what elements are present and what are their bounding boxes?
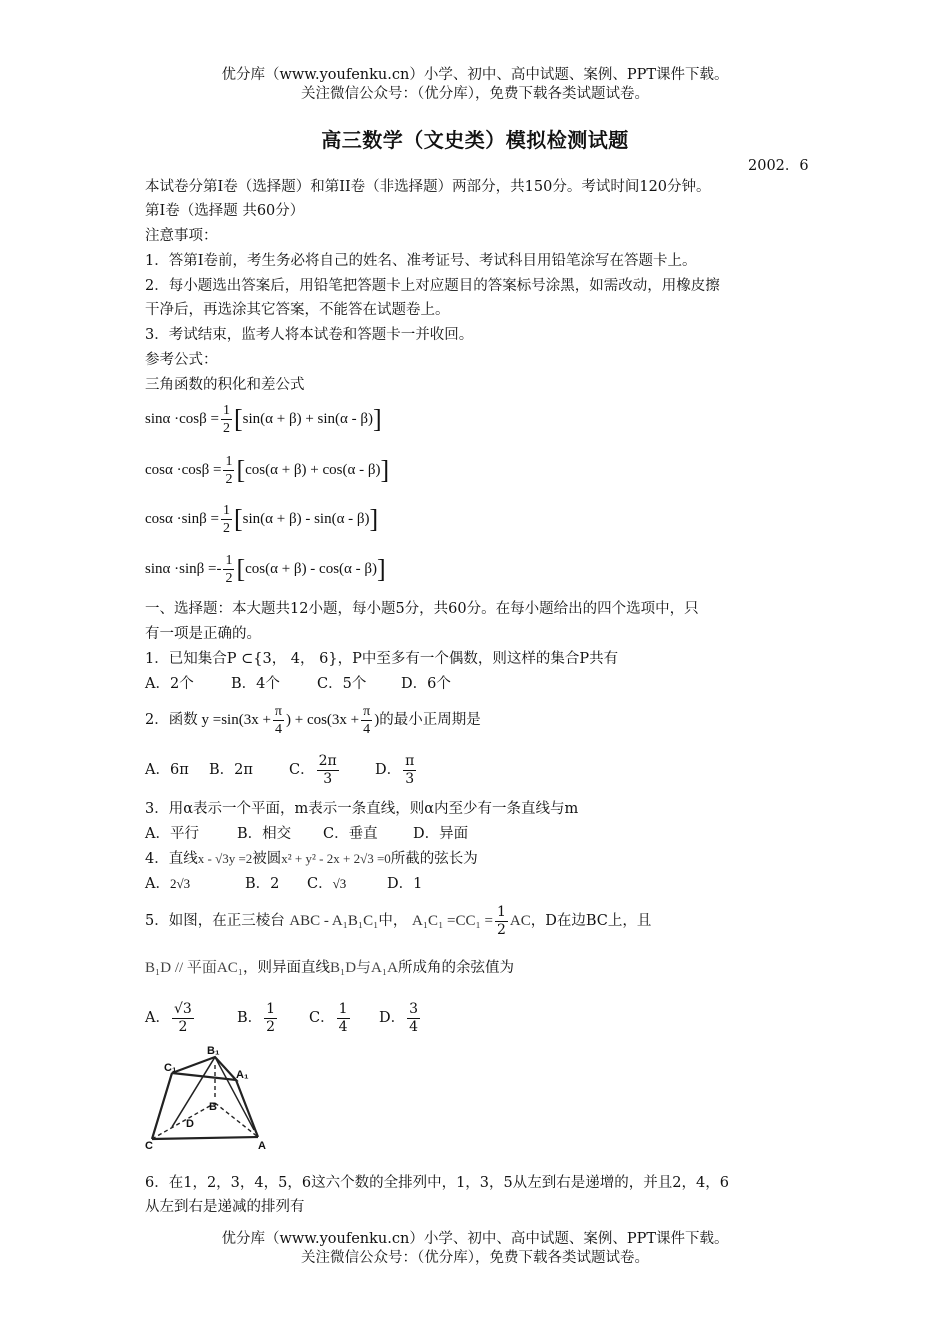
formula-1: sinα ·cosβ = $\frac{1}{2}$ [sin(α + β) + sin(α - β)] — [145, 403, 382, 436]
q1-stem: 1．已知集合P ⊂{3， 4， 6}，P中至多有一个偶数，则这样的集合P共有 — [145, 651, 619, 667]
label-c: C — [145, 1140, 153, 1152]
edge-ca — [152, 1137, 258, 1139]
part1-heading: 第I卷（选择题 共60分） — [145, 203, 305, 219]
q3-option-b: B．相交 — [237, 826, 292, 842]
q2-option-c: C． $\frac{2\pi}{3}$ — [289, 752, 337, 787]
q1-option-b: B．4个 — [231, 676, 280, 692]
q5-options — [145, 998, 810, 1038]
q5-option-b: B． $\frac{1}{2}$ — [237, 1000, 276, 1035]
q4-option-b: B．2 — [245, 876, 280, 892]
q5-stem-2: B₁D // 平面AC₁，则异面直线B₁D与A₁A所成角的余弦值为 — [145, 960, 514, 976]
label-a1: A₁ — [236, 1069, 249, 1081]
edge-aa1 — [236, 1080, 258, 1137]
q1-options — [145, 674, 810, 694]
q3-option-c: C．垂直 — [323, 826, 378, 842]
edge-cc1 — [152, 1073, 172, 1139]
section1-line-1: 一、选择题：本大题共12小题，每小题5分，共60分。在每小题给出的四个选项中，只 — [145, 601, 699, 617]
footer-line-2: 关注微信公众号：（优分库），免费下载各类试题试卷。 — [301, 1250, 649, 1266]
ref-title: 参考公式： — [145, 352, 218, 368]
q2-option-d: D． $\frac{\pi}{3}$ — [375, 752, 415, 787]
notice-1: 1．答第I卷前，考生务必将自己的姓名、准考证号、考试科目用铅笔涂写在答题卡上。 — [145, 253, 697, 269]
q4-option-a: A．2√3 — [145, 876, 191, 892]
q4-option-c: C．√3 — [307, 876, 347, 892]
q1-option-d: D．6个 — [401, 676, 451, 692]
q3-stem: 3．用α表示一个平面，m表示一条直线，则α内至少有一条直线与m — [145, 801, 579, 817]
label-d: D — [186, 1118, 194, 1130]
notice-title: 注意事项： — [145, 228, 218, 244]
edge-b1a — [215, 1057, 254, 1130]
intro-text: 本试卷分第I卷（选择题）和第II卷（非选择题）两部分，共150分。考试时间120分钟。 — [145, 179, 711, 195]
top-face — [172, 1057, 236, 1080]
q2-stem: 2．函数 y =sin(3x + $\frac{\pi}{4}$ ) + cos(3x + $\frac{\pi}{4}$ )的最小正周期是 — [145, 704, 481, 738]
q5-option-c: C． $\frac{1}{4}$ — [309, 1000, 348, 1035]
header-line-1: 优分库（www.youfenku.cn）小学、初中、高中试题、案例、PPT课件下载。 — [221, 67, 729, 83]
page-title: 高三数学（文史类）模拟检测试题 — [321, 128, 629, 152]
q5-option-a: A． $\frac{√3}{2}$ — [145, 1000, 192, 1035]
ref-subtitle: 三角函数的积化和差公式 — [145, 377, 305, 393]
edge-b1d — [172, 1057, 215, 1127]
label-b: B — [209, 1101, 217, 1113]
q3-options — [145, 824, 810, 844]
formula-3: cosα ·sinβ = $\frac{1}{2}$ [sin(α + β) - sin(α - β)] — [145, 503, 379, 536]
q6-line-1: 6．在1，2，3，4，5，6这六个数的全排列中，1，3，5从左到右是递增的，并且2，4，6 — [145, 1175, 729, 1191]
q2-option-a: A．6π — [145, 762, 189, 778]
label-c1: C₁ — [164, 1062, 177, 1074]
q4-option-d: D．1 — [387, 876, 423, 892]
q5-option-d: D． $\frac{3}{4}$ — [379, 1000, 419, 1035]
q2-option-b: B．2π — [209, 762, 253, 778]
q3-option-d: D．异面 — [413, 826, 469, 842]
exam-date: 2002．6 — [748, 158, 809, 174]
label-a: A — [258, 1140, 266, 1152]
formula-2: cosα ·cosβ = $\frac{1}{2}$ [cos(α + β) + cos(α - β)] — [145, 454, 390, 487]
q1-option-c: C．5个 — [317, 676, 367, 692]
q4-stem: 4．直线x - √3y =2被圆x² + y² - 2x + 2√3 =0所截的弦长为 — [145, 851, 478, 867]
q5-stem: 5．如图，在正三棱台 ABC - A₁B₁C₁中， A₁C₁ =CC₁ = $\frac{1}{2}$ AC，D在边BC上，且 — [145, 903, 652, 938]
formula-4: sinα ·sinβ =- $\frac{1}{2}$ [cos(α + β) - cos(α - β)] — [145, 553, 386, 586]
notice-2-cont: 干净后，再选涂其它答案，不能答在试题卷上。 — [145, 302, 450, 318]
notice-2: 2．每小题选出答案后，用铅笔把答题卡上对应题目的答案标号涂黑，如需改动，用橡皮擦 — [145, 278, 720, 294]
q2-options — [145, 750, 810, 790]
frustum-figure — [140, 1043, 275, 1153]
q3-option-a: A．平行 — [145, 826, 199, 842]
footer-line-1: 优分库（www.youfenku.cn）小学、初中、高中试题、案例、PPT课件下载。 — [221, 1231, 729, 1247]
label-b1: B₁ — [207, 1045, 220, 1057]
q6-line-2: 从左到右是递减的排列有 — [145, 1199, 305, 1215]
section1-line-2: 有一项是正确的。 — [145, 626, 261, 642]
q4-options — [145, 874, 810, 894]
q1-option-a: A．2个 — [145, 676, 194, 692]
header-line-2: 关注微信公众号：（优分库），免费下载各类试题试卷。 — [301, 86, 649, 102]
notice-3: 3．考试结束，监考人将本试卷和答题卡一并收回。 — [145, 327, 474, 343]
